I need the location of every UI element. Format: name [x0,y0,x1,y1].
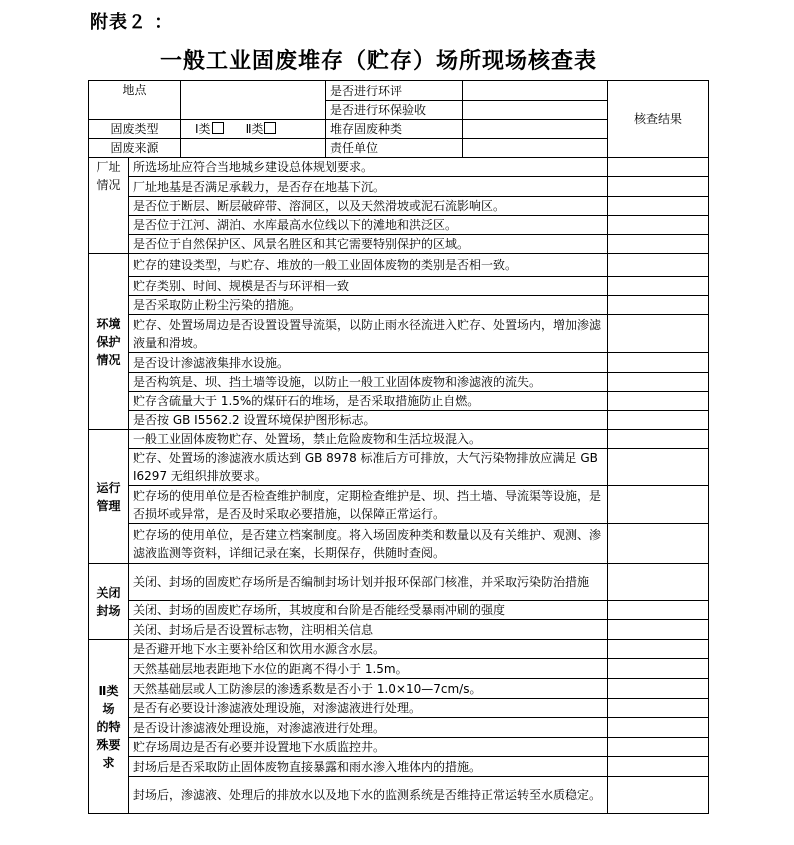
check-item: 是否采取防止粉尘污染的措施。 [129,296,608,315]
check-result-cell[interactable] [608,392,709,411]
check-row [89,524,709,564]
check-row [89,177,709,197]
check-row [89,486,709,524]
annex-label: 附表２ ： [90,12,174,33]
check-item: 贮存类别、时间、规模是否与环评相一致 [129,277,608,296]
section-label: 运行 管理 [89,430,129,564]
type-one-checkbox[interactable] [212,122,224,134]
check-row [89,277,709,296]
waste-source-label: 固废来源 [89,139,181,158]
location-label: 地点 [89,81,181,120]
check-result-cell[interactable] [608,353,709,373]
check-row [89,373,709,392]
acceptance-value[interactable] [463,101,608,120]
check-result-cell[interactable] [608,777,709,814]
responsible-unit-value[interactable] [463,139,608,158]
check-row [89,449,709,486]
check-item: 贮存的建设类型，与贮存、堆放的一般工业固体废物的类别是否相一致。 [129,254,608,277]
header-row-location [89,81,709,101]
check-item: 是否避开地下水主要补给区和饮用水源含水层。 [129,640,608,659]
type-one-label: Ⅰ类 [195,122,211,136]
check-result-cell[interactable] [608,277,709,296]
check-row [89,757,709,777]
check-row [89,699,709,718]
check-item: 关闭、封场后是否设置标志物，注明相关信息 [129,620,608,640]
section-label: 环境 保护 情况 [89,254,129,430]
check-row [89,601,709,620]
check-item: 贮存、处置场的渗滤液水质达到 GB 8978 标准后方可排放，大气污染物排放应满足 GB I6297 无组织排放要求。 [129,449,608,486]
check-result-cell[interactable] [608,197,709,216]
check-row [89,430,709,449]
location-value[interactable] [181,81,326,120]
check-result-cell[interactable] [608,158,709,177]
check-item: 是否位于自然保护区、风景名胜区和其它需要特别保护的区域。 [129,235,608,254]
check-result-cell[interactable] [608,620,709,640]
check-result-cell[interactable] [608,699,709,718]
check-result-cell[interactable] [608,430,709,449]
check-item: 是否设计渗滤液集排水设施。 [129,353,608,373]
check-row [89,353,709,373]
sections-body [89,158,709,814]
page-title: 一般工业固废堆存（贮存）场所现场核查表 [160,49,598,74]
check-row [89,158,709,177]
eia-label: 是否进行环评 [326,81,463,101]
check-result-cell[interactable] [608,524,709,564]
check-result-cell[interactable] [608,564,709,601]
check-row [89,620,709,640]
check-result-cell[interactable] [608,718,709,738]
check-item: 封场后是否采取防止固体废物直接暴露和雨水渗入堆体内的措施。 [129,757,608,777]
section-label: Ⅱ类场 的特 殊要 求 [89,640,129,814]
check-item: 是否按 GB I5562.2 设置环境保护图形标志。 [129,411,608,430]
inspection-table [88,80,709,814]
waste-type-label: 固废类型 [89,120,181,139]
check-item: 贮存、处置场周边是否设置设置导流渠，以防止雨水径流进入贮存、处置场内，增加渗滤液量和滑坡。 [129,315,608,353]
check-row [89,235,709,254]
check-item: 是否有必要设计渗滤液处理设施，对渗滤液进行处理。 [129,699,608,718]
check-result-cell[interactable] [608,216,709,235]
check-row [89,564,709,601]
check-result-cell[interactable] [608,679,709,699]
stored-types-label: 堆存固废种类 [326,120,463,139]
check-row [89,296,709,315]
check-result-cell[interactable] [608,177,709,197]
check-result-cell[interactable] [608,640,709,659]
waste-source-value[interactable] [181,139,326,158]
check-item: 封场后，渗滤液、处理后的排放水以及地下水的监测系统是否维持正常运转至水质稳定。 [129,777,608,814]
check-item: 关闭、封场的固废贮存场所是否编制封场计划并报环保部门核准，并采取污染防治措施 [129,564,608,601]
eia-value[interactable] [463,81,608,101]
check-row [89,718,709,738]
check-result-cell[interactable] [608,486,709,524]
check-item: 贮存场的使用单位是否检查维护制度，定期检查维护是、坝、挡土墙、导流渠等设施，是否损坏或异常，是否及时采取必要措施，以保障正常运行。 [129,486,608,524]
check-row [89,738,709,757]
check-result-cell[interactable] [608,296,709,315]
check-result-cell[interactable] [608,449,709,486]
check-result-cell[interactable] [608,254,709,277]
check-row [89,315,709,353]
check-result-cell[interactable] [608,738,709,757]
result-header: 核查结果 [608,81,709,158]
check-item: 天然基础层地表距地下水位的距离不得小于 1.5m。 [129,659,608,679]
check-row [89,679,709,699]
check-row [89,216,709,235]
check-result-cell[interactable] [608,411,709,430]
check-row [89,254,709,277]
check-item: 一般工业固体废物贮存、处置场，禁止危险废物和生活垃圾混入。 [129,430,608,449]
check-item: 是否位于江河、湖泊、水库最高水位线以下的滩地和洪泛区。 [129,216,608,235]
type-two-label: Ⅱ类 [245,122,264,136]
check-item: 天然基础层或人工防渗层的渗透系数是否小于 1.0×10—7cm/s。 [129,679,608,699]
check-item: 厂址地基是否满足承载力，是否存在地基下沉。 [129,177,608,197]
check-row [89,640,709,659]
stored-types-value[interactable] [463,120,608,139]
check-item: 关闭、封场的固废贮存场所，其坡度和台阶是否能经受暴雨冲刷的强度 [129,601,608,620]
responsible-unit-label: 责任单位 [326,139,463,158]
check-item: 贮存场的使用单位，是否建立档案制度。将入场固废种类和数量以及有关维护、观测、渗滤液监测等资料，详细记录在案，长期保存，供随时查阅。 [129,524,608,564]
check-row [89,392,709,411]
section-label: 厂址 情况 [89,158,129,254]
check-row [89,411,709,430]
check-item: 是否构筑是、坝、挡土墙等设施，以防止一般工业固体废物和渗滤液的流失。 [129,373,608,392]
waste-type-options [181,120,326,139]
check-result-cell[interactable] [608,373,709,392]
check-row [89,659,709,679]
check-result-cell[interactable] [608,315,709,353]
check-row [89,777,709,814]
check-item: 贮存场周边是否有必要并设置地下水质监控井。 [129,738,608,757]
acceptance-label: 是否进行环保验收 [326,101,463,120]
check-result-cell[interactable] [608,601,709,620]
check-item: 是否设计渗滤液处理设施，对渗滤液进行处理。 [129,718,608,738]
check-result-cell[interactable] [608,757,709,777]
check-result-cell[interactable] [608,235,709,254]
check-result-cell[interactable] [608,659,709,679]
check-row [89,197,709,216]
check-item: 贮存含硫量大于 1.5%的煤矸石的堆场，是否采取措施防止自燃。 [129,392,608,411]
type-two-checkbox[interactable] [264,122,276,134]
section-label: 关闭 封场 [89,564,129,640]
check-item: 是否位于断层、断层破碎带、溶洞区，以及天然滑坡或泥石流影响区。 [129,197,608,216]
check-item: 所选场址应符合当地城乡建设总体规划要求。 [129,158,608,177]
